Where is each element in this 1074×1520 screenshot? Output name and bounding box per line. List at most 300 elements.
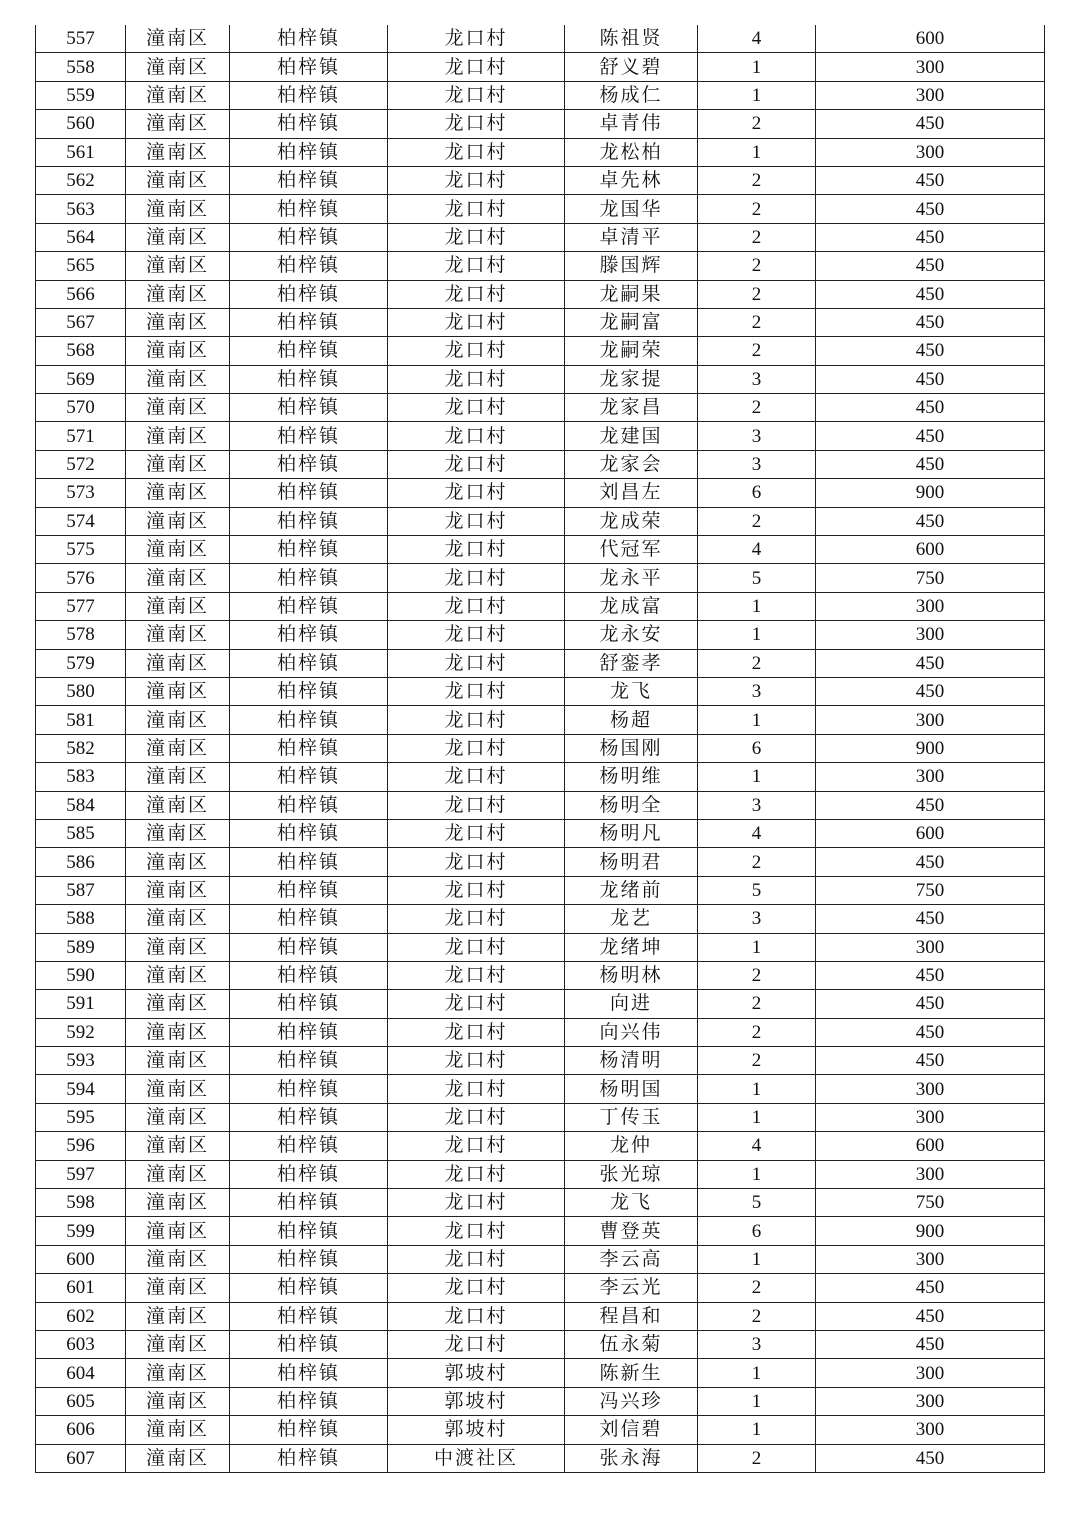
district-cell: 潼南区 <box>126 308 230 336</box>
row-number-cell: 606 <box>36 1416 126 1444</box>
table-row <box>36 394 1045 422</box>
name-cell: 杨清明 <box>565 1047 698 1075</box>
amount-cell: 300 <box>816 1103 1045 1131</box>
town-cell: 柏梓镇 <box>230 422 388 450</box>
table-row <box>36 706 1045 734</box>
row-number-cell: 586 <box>36 848 126 876</box>
village-cell: 龙口村 <box>388 1302 565 1330</box>
amount-cell: 450 <box>816 110 1045 138</box>
name-cell: 龙飞 <box>565 1189 698 1217</box>
table-row <box>36 138 1045 166</box>
district-cell: 潼南区 <box>126 990 230 1018</box>
amount-cell: 450 <box>816 677 1045 705</box>
household-size-cell: 2 <box>698 1274 816 1302</box>
district-cell: 潼南区 <box>126 1189 230 1217</box>
table-row <box>36 848 1045 876</box>
row-number-cell: 576 <box>36 564 126 592</box>
row-number-cell: 573 <box>36 479 126 507</box>
table-row <box>36 1444 1045 1472</box>
table-row <box>36 763 1045 791</box>
amount-cell: 450 <box>816 280 1045 308</box>
household-size-cell: 3 <box>698 1330 816 1358</box>
town-cell: 柏梓镇 <box>230 308 388 336</box>
village-cell: 龙口村 <box>388 1103 565 1131</box>
village-cell: 龙口村 <box>388 677 565 705</box>
row-number-cell: 605 <box>36 1387 126 1415</box>
row-number-cell: 568 <box>36 337 126 365</box>
district-cell: 潼南区 <box>126 252 230 280</box>
amount-cell: 300 <box>816 621 1045 649</box>
town-cell: 柏梓镇 <box>230 479 388 507</box>
amount-cell: 450 <box>816 507 1045 535</box>
name-cell: 杨国刚 <box>565 734 698 762</box>
town-cell: 柏梓镇 <box>230 1274 388 1302</box>
amount-cell: 450 <box>816 308 1045 336</box>
district-cell: 潼南区 <box>126 138 230 166</box>
roster-table <box>35 25 1045 1473</box>
district-cell: 潼南区 <box>126 763 230 791</box>
village-cell: 龙口村 <box>388 734 565 762</box>
row-number-cell: 607 <box>36 1444 126 1472</box>
district-cell: 潼南区 <box>126 1387 230 1415</box>
table-row <box>36 990 1045 1018</box>
table-row <box>36 337 1045 365</box>
name-cell: 龙国华 <box>565 195 698 223</box>
town-cell: 柏梓镇 <box>230 621 388 649</box>
household-size-cell: 2 <box>698 308 816 336</box>
table-row <box>36 961 1045 989</box>
name-cell: 李云光 <box>565 1274 698 1302</box>
village-cell: 龙口村 <box>388 138 565 166</box>
village-cell: 龙口村 <box>388 706 565 734</box>
district-cell: 潼南区 <box>126 677 230 705</box>
table-row <box>36 876 1045 904</box>
village-cell: 龙口村 <box>388 876 565 904</box>
household-size-cell: 4 <box>698 1132 816 1160</box>
name-cell: 杨明林 <box>565 961 698 989</box>
district-cell: 潼南区 <box>126 1160 230 1188</box>
amount-cell: 450 <box>816 195 1045 223</box>
household-size-cell: 1 <box>698 1359 816 1387</box>
household-size-cell: 5 <box>698 1189 816 1217</box>
household-size-cell: 2 <box>698 337 816 365</box>
row-number-cell: 562 <box>36 166 126 194</box>
town-cell: 柏梓镇 <box>230 223 388 251</box>
village-cell: 郭坡村 <box>388 1416 565 1444</box>
household-size-cell: 1 <box>698 1103 816 1131</box>
district-cell: 潼南区 <box>126 734 230 762</box>
district-cell: 潼南区 <box>126 961 230 989</box>
amount-cell: 450 <box>816 990 1045 1018</box>
amount-cell: 300 <box>816 53 1045 81</box>
district-cell: 潼南区 <box>126 1302 230 1330</box>
row-number-cell: 582 <box>36 734 126 762</box>
household-size-cell: 1 <box>698 933 816 961</box>
name-cell: 杨成仁 <box>565 81 698 109</box>
row-number-cell: 577 <box>36 592 126 620</box>
amount-cell: 450 <box>816 337 1045 365</box>
village-cell: 龙口村 <box>388 81 565 109</box>
row-number-cell: 584 <box>36 791 126 819</box>
town-cell: 柏梓镇 <box>230 507 388 535</box>
town-cell: 柏梓镇 <box>230 1330 388 1358</box>
household-size-cell: 1 <box>698 1160 816 1188</box>
village-cell: 龙口村 <box>388 507 565 535</box>
table-row <box>36 933 1045 961</box>
name-cell: 龙成富 <box>565 592 698 620</box>
town-cell: 柏梓镇 <box>230 394 388 422</box>
name-cell: 龙家提 <box>565 365 698 393</box>
town-cell: 柏梓镇 <box>230 1245 388 1273</box>
amount-cell: 450 <box>816 1330 1045 1358</box>
district-cell: 潼南区 <box>126 564 230 592</box>
village-cell: 龙口村 <box>388 1330 565 1358</box>
town-cell: 柏梓镇 <box>230 734 388 762</box>
row-number-cell: 564 <box>36 223 126 251</box>
name-cell: 曹登英 <box>565 1217 698 1245</box>
row-number-cell: 560 <box>36 110 126 138</box>
village-cell: 中渡社区 <box>388 1444 565 1472</box>
row-number-cell: 581 <box>36 706 126 734</box>
district-cell: 潼南区 <box>126 1132 230 1160</box>
household-size-cell: 2 <box>698 166 816 194</box>
village-cell: 龙口村 <box>388 53 565 81</box>
household-size-cell: 2 <box>698 649 816 677</box>
name-cell: 杨明全 <box>565 791 698 819</box>
row-number-cell: 583 <box>36 763 126 791</box>
village-cell: 龙口村 <box>388 791 565 819</box>
name-cell: 代冠军 <box>565 536 698 564</box>
row-number-cell: 595 <box>36 1103 126 1131</box>
row-number-cell: 566 <box>36 280 126 308</box>
district-cell: 潼南区 <box>126 422 230 450</box>
amount-cell: 450 <box>816 649 1045 677</box>
household-size-cell: 4 <box>698 819 816 847</box>
amount-cell: 450 <box>816 223 1045 251</box>
village-cell: 郭坡村 <box>388 1387 565 1415</box>
table-row <box>36 53 1045 81</box>
household-size-cell: 2 <box>698 280 816 308</box>
district-cell: 潼南区 <box>126 791 230 819</box>
district-cell: 潼南区 <box>126 1245 230 1273</box>
household-size-cell: 5 <box>698 564 816 592</box>
table-row <box>36 450 1045 478</box>
village-cell: 龙口村 <box>388 365 565 393</box>
table-row <box>36 1018 1045 1046</box>
village-cell: 龙口村 <box>388 223 565 251</box>
amount-cell: 450 <box>816 422 1045 450</box>
town-cell: 柏梓镇 <box>230 81 388 109</box>
village-cell: 龙口村 <box>388 819 565 847</box>
row-number-cell: 604 <box>36 1359 126 1387</box>
name-cell: 龙松柏 <box>565 138 698 166</box>
village-cell: 龙口村 <box>388 905 565 933</box>
district-cell: 潼南区 <box>126 1103 230 1131</box>
town-cell: 柏梓镇 <box>230 1217 388 1245</box>
table-row <box>36 905 1045 933</box>
name-cell: 杨超 <box>565 706 698 734</box>
name-cell: 杨明维 <box>565 763 698 791</box>
table-row <box>36 1047 1045 1075</box>
row-number-cell: 561 <box>36 138 126 166</box>
district-cell: 潼南区 <box>126 365 230 393</box>
town-cell: 柏梓镇 <box>230 848 388 876</box>
amount-cell: 750 <box>816 564 1045 592</box>
name-cell: 龙绪坤 <box>565 933 698 961</box>
district-cell: 潼南区 <box>126 1359 230 1387</box>
table-row <box>36 592 1045 620</box>
household-size-cell: 3 <box>698 905 816 933</box>
town-cell: 柏梓镇 <box>230 166 388 194</box>
town-cell: 柏梓镇 <box>230 365 388 393</box>
district-cell: 潼南区 <box>126 450 230 478</box>
row-number-cell: 602 <box>36 1302 126 1330</box>
household-size-cell: 1 <box>698 592 816 620</box>
amount-cell: 600 <box>816 536 1045 564</box>
town-cell: 柏梓镇 <box>230 53 388 81</box>
row-number-cell: 565 <box>36 252 126 280</box>
district-cell: 潼南区 <box>126 933 230 961</box>
table-row <box>36 1274 1045 1302</box>
table-row <box>36 507 1045 535</box>
village-cell: 龙口村 <box>388 166 565 194</box>
row-number-cell: 597 <box>36 1160 126 1188</box>
village-cell: 龙口村 <box>388 422 565 450</box>
town-cell: 柏梓镇 <box>230 1444 388 1472</box>
row-number-cell: 572 <box>36 450 126 478</box>
village-cell: 龙口村 <box>388 308 565 336</box>
district-cell: 潼南区 <box>126 280 230 308</box>
amount-cell: 450 <box>816 252 1045 280</box>
row-number-cell: 557 <box>36 25 126 53</box>
table-row <box>36 1387 1045 1415</box>
name-cell: 杨明凡 <box>565 819 698 847</box>
name-cell: 龙建国 <box>565 422 698 450</box>
household-size-cell: 2 <box>698 848 816 876</box>
table-row <box>36 195 1045 223</box>
household-size-cell: 2 <box>698 110 816 138</box>
name-cell: 陈祖贤 <box>565 25 698 53</box>
household-size-cell: 1 <box>698 621 816 649</box>
household-size-cell: 2 <box>698 223 816 251</box>
amount-cell: 300 <box>816 138 1045 166</box>
table-row <box>36 1189 1045 1217</box>
table-row <box>36 1245 1045 1273</box>
household-size-cell: 1 <box>698 1387 816 1415</box>
town-cell: 柏梓镇 <box>230 1189 388 1217</box>
name-cell: 龙仲 <box>565 1132 698 1160</box>
table-row <box>36 819 1045 847</box>
district-cell: 潼南区 <box>126 819 230 847</box>
town-cell: 柏梓镇 <box>230 1387 388 1415</box>
amount-cell: 600 <box>816 25 1045 53</box>
household-size-cell: 3 <box>698 422 816 450</box>
district-cell: 潼南区 <box>126 166 230 194</box>
name-cell: 龙嗣荣 <box>565 337 698 365</box>
household-size-cell: 6 <box>698 734 816 762</box>
town-cell: 柏梓镇 <box>230 592 388 620</box>
table-row <box>36 223 1045 251</box>
row-number-cell: 559 <box>36 81 126 109</box>
town-cell: 柏梓镇 <box>230 1103 388 1131</box>
town-cell: 柏梓镇 <box>230 1416 388 1444</box>
table-row <box>36 1103 1045 1131</box>
row-number-cell: 570 <box>36 394 126 422</box>
amount-cell: 900 <box>816 1217 1045 1245</box>
table-row <box>36 1330 1045 1358</box>
name-cell: 刘信碧 <box>565 1416 698 1444</box>
town-cell: 柏梓镇 <box>230 536 388 564</box>
table-row <box>36 81 1045 109</box>
amount-cell: 450 <box>816 791 1045 819</box>
name-cell: 杨明君 <box>565 848 698 876</box>
town-cell: 柏梓镇 <box>230 564 388 592</box>
town-cell: 柏梓镇 <box>230 905 388 933</box>
town-cell: 柏梓镇 <box>230 990 388 1018</box>
amount-cell: 300 <box>816 592 1045 620</box>
amount-cell: 750 <box>816 1189 1045 1217</box>
household-size-cell: 2 <box>698 1302 816 1330</box>
name-cell: 张光琼 <box>565 1160 698 1188</box>
amount-cell: 750 <box>816 876 1045 904</box>
town-cell: 柏梓镇 <box>230 1075 388 1103</box>
name-cell: 龙飞 <box>565 677 698 705</box>
name-cell: 卓先林 <box>565 166 698 194</box>
amount-cell: 300 <box>816 1160 1045 1188</box>
district-cell: 潼南区 <box>126 1047 230 1075</box>
table-row <box>36 365 1045 393</box>
roster-body <box>36 25 1045 1472</box>
amount-cell: 450 <box>816 365 1045 393</box>
village-cell: 龙口村 <box>388 479 565 507</box>
row-number-cell: 569 <box>36 365 126 393</box>
table-row <box>36 1302 1045 1330</box>
town-cell: 柏梓镇 <box>230 763 388 791</box>
household-size-cell: 1 <box>698 1075 816 1103</box>
town-cell: 柏梓镇 <box>230 961 388 989</box>
district-cell: 潼南区 <box>126 1444 230 1472</box>
village-cell: 郭坡村 <box>388 1359 565 1387</box>
amount-cell: 450 <box>816 1302 1045 1330</box>
amount-cell: 450 <box>816 1018 1045 1046</box>
table-row <box>36 25 1045 53</box>
district-cell: 潼南区 <box>126 1075 230 1103</box>
row-number-cell: 593 <box>36 1047 126 1075</box>
district-cell: 潼南区 <box>126 223 230 251</box>
amount-cell: 900 <box>816 479 1045 507</box>
amount-cell: 450 <box>816 450 1045 478</box>
town-cell: 柏梓镇 <box>230 876 388 904</box>
row-number-cell: 585 <box>36 819 126 847</box>
district-cell: 潼南区 <box>126 621 230 649</box>
district-cell: 潼南区 <box>126 479 230 507</box>
row-number-cell: 596 <box>36 1132 126 1160</box>
table-row <box>36 280 1045 308</box>
household-size-cell: 2 <box>698 990 816 1018</box>
household-size-cell: 2 <box>698 195 816 223</box>
village-cell: 龙口村 <box>388 649 565 677</box>
household-size-cell: 1 <box>698 81 816 109</box>
row-number-cell: 578 <box>36 621 126 649</box>
village-cell: 龙口村 <box>388 195 565 223</box>
amount-cell: 300 <box>816 1416 1045 1444</box>
name-cell: 杨明国 <box>565 1075 698 1103</box>
amount-cell: 450 <box>816 961 1045 989</box>
amount-cell: 300 <box>816 763 1045 791</box>
district-cell: 潼南区 <box>126 81 230 109</box>
household-size-cell: 3 <box>698 450 816 478</box>
household-size-cell: 1 <box>698 53 816 81</box>
name-cell: 龙绪前 <box>565 876 698 904</box>
name-cell: 滕国辉 <box>565 252 698 280</box>
village-cell: 龙口村 <box>388 564 565 592</box>
household-size-cell: 2 <box>698 394 816 422</box>
name-cell: 卓清平 <box>565 223 698 251</box>
name-cell: 龙成荣 <box>565 507 698 535</box>
household-size-cell: 6 <box>698 1217 816 1245</box>
row-number-cell: 589 <box>36 933 126 961</box>
district-cell: 潼南区 <box>126 649 230 677</box>
table-row <box>36 734 1045 762</box>
district-cell: 潼南区 <box>126 1416 230 1444</box>
amount-cell: 900 <box>816 734 1045 762</box>
village-cell: 龙口村 <box>388 25 565 53</box>
village-cell: 龙口村 <box>388 450 565 478</box>
household-size-cell: 3 <box>698 791 816 819</box>
town-cell: 柏梓镇 <box>230 25 388 53</box>
town-cell: 柏梓镇 <box>230 791 388 819</box>
household-size-cell: 2 <box>698 252 816 280</box>
amount-cell: 300 <box>816 706 1045 734</box>
row-number-cell: 600 <box>36 1245 126 1273</box>
table-row <box>36 564 1045 592</box>
name-cell: 丁传玉 <box>565 1103 698 1131</box>
town-cell: 柏梓镇 <box>230 649 388 677</box>
row-number-cell: 563 <box>36 195 126 223</box>
village-cell: 龙口村 <box>388 933 565 961</box>
table-row <box>36 791 1045 819</box>
row-number-cell: 567 <box>36 308 126 336</box>
village-cell: 龙口村 <box>388 1047 565 1075</box>
table-row <box>36 308 1045 336</box>
village-cell: 龙口村 <box>388 1075 565 1103</box>
amount-cell: 450 <box>816 1444 1045 1472</box>
name-cell: 龙永安 <box>565 621 698 649</box>
household-size-cell: 2 <box>698 507 816 535</box>
district-cell: 潼南区 <box>126 1217 230 1245</box>
amount-cell: 300 <box>816 1359 1045 1387</box>
amount-cell: 450 <box>816 905 1045 933</box>
town-cell: 柏梓镇 <box>230 337 388 365</box>
village-cell: 龙口村 <box>388 1018 565 1046</box>
name-cell: 舒义碧 <box>565 53 698 81</box>
name-cell: 龙嗣果 <box>565 280 698 308</box>
district-cell: 潼南区 <box>126 195 230 223</box>
name-cell: 龙永平 <box>565 564 698 592</box>
district-cell: 潼南区 <box>126 1018 230 1046</box>
village-cell: 龙口村 <box>388 621 565 649</box>
table-row <box>36 621 1045 649</box>
village-cell: 龙口村 <box>388 337 565 365</box>
row-number-cell: 598 <box>36 1189 126 1217</box>
name-cell: 龙艺 <box>565 905 698 933</box>
village-cell: 龙口村 <box>388 280 565 308</box>
town-cell: 柏梓镇 <box>230 1018 388 1046</box>
name-cell: 舒銮孝 <box>565 649 698 677</box>
district-cell: 潼南区 <box>126 876 230 904</box>
table-row <box>36 677 1045 705</box>
household-size-cell: 3 <box>698 365 816 393</box>
